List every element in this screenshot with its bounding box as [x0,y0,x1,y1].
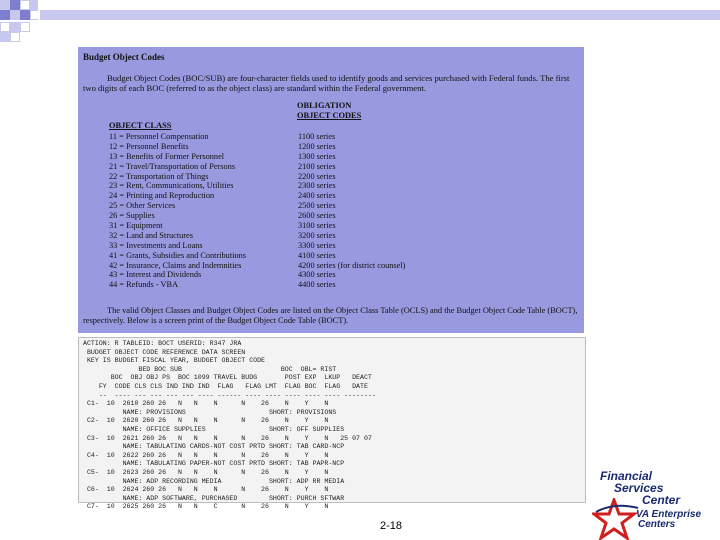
obligation-code: 4400 series [298,280,336,290]
intro-paragraph: Budget Object Codes (BOC/SUB) are four-character fields used to identify goods and services purchased with Federal funds. The first two digits of each BOC (referred to as the object class) are standard within the Federal government. [83,73,570,93]
checker-square [10,0,20,10]
object-class: 26 = Supplies [109,211,155,221]
header-decoration [0,0,720,44]
list-item [109,132,569,142]
panel-title: Budget Object Codes [83,52,165,62]
obligation-header-line2: OBJECT CODES [297,111,362,120]
logo-line1: Financial [600,469,653,483]
screen-line: C1- 10 2610 260 26 N N N N 26 N Y N [83,400,329,408]
obligation-code: 4300 series [298,270,336,280]
obligation-header-line1: OBLIGATION [297,101,352,110]
obligation-code: 1100 series [298,132,336,141]
footer-paragraph: The valid Object Classes and Budget Object Codes are listed on the Object Class Table (OCLS) and the Budget Object Code Table (BOCT), respectively. Below is a screen print of the Budget Object Code Table (BOCT). [83,306,578,325]
checker-square [10,10,20,20]
screen-line: C7- 10 2625 260 26 N N C N 26 N Y N [83,503,329,511]
list-item [109,280,569,290]
object-class: 23 = Rent, Communications, Utilities [109,181,234,191]
obligation-code: 3300 series [298,240,336,250]
list-item [109,231,569,241]
boct-screen-print [78,337,586,511]
object-class: 44 = Refunds - VBA [109,280,179,290]
object-class: 24 = Printing and Reproduction [109,191,215,201]
screen-line: BED BOC SUB BOC OBL= RIST [83,365,337,373]
screen-line: KEY IS BUDGET FISCAL YEAR, BUDGET OBJECT CODE [83,357,266,365]
logo-line2: Services [614,481,664,495]
list-item [109,251,569,261]
checker-square [0,32,10,42]
object-class: 11 = Personnel Compensation [109,132,209,141]
obligation-code: 3200 series [298,230,336,240]
object-class: 13 = Benefits of Former Personnel [109,151,225,161]
obligation-code: 1200 series [298,141,336,151]
divider [38,0,40,44]
divider [0,20,720,22]
object-class: 12 = Personnel Benefits [109,141,189,151]
budget-object-codes-panel [78,47,584,333]
object-class: 21 = Travel/Transportation of Persons [109,161,236,171]
header-band [40,10,720,20]
checker-square [0,22,10,32]
checker-square [0,0,10,10]
object-class-header: OBJECT CLASS [109,121,172,130]
screen-line: C5- 10 2623 260 26 N N N N 26 N Y N [83,469,329,476]
screen-line: NAME: OFFICE SUPPLIES SHORT: OFF SUPPLIES [83,426,345,433]
checker-square [20,22,30,32]
va-enterprise-label [636,510,701,530]
fsc-logo [592,468,720,540]
obligation-code: 1300 series [298,151,336,161]
object-class: 32 = Land and Structures [109,230,193,240]
object-class: 43 = Interest and Dividends [109,270,202,280]
checker-square [20,10,30,20]
screen-line: BUDGET OBJECT CODE REFERENCE DATA SCREEN [83,348,246,356]
obligation-code: 3100 series [298,221,336,231]
checker-square [0,10,10,20]
obligation-code: 2100 series [298,161,336,171]
screen-line: BOC OBJ OBJ PS BOC 1099 TRAVEL BUDG POST EXP LKUP DEACT [83,374,372,382]
screen-line: NAME: ADP RECORDING MEDIA SHORT: ADP RR MEDIA [83,477,345,485]
checker-square [10,32,20,42]
screen-line: NAME: TABULATING CARDS-NOT COST PRTD SHORT: TAB CARD-NCP [83,443,345,451]
obligation-header [297,101,361,121]
list-item [109,181,569,191]
logo-line3: Center [642,493,681,507]
screen-line: FY CODE CLS CLS IND IND IND FLAG FLAG LMT FLAG BOC FLAG DATE [83,383,368,390]
page-number: 2-18 [380,520,403,532]
obligation-code: 2600 series [298,211,336,221]
object-class: 25 = Other Services [109,201,176,211]
object-class: 33 = Investments and Loans [109,240,203,250]
va-line2: Centers [638,519,676,530]
checker-square [20,0,30,10]
screen-line: C2- 10 2620 260 26 N N N N 26 N Y N [83,417,329,425]
object-class: 31 = Equipment [109,221,163,231]
list-item [109,142,569,152]
obligation-code: 4200 series (for district counsel) [298,260,406,270]
list-item [109,241,569,251]
object-class-list [109,132,569,290]
obligation-code: 2300 series [298,181,336,191]
screen-line: NAME: PROVISIONS SHORT: PROVISIONS [83,408,337,416]
list-item [109,270,569,280]
list-item [109,191,569,201]
checker-square [10,22,20,32]
list-item [109,211,569,221]
obligation-code: 2200 series [298,171,336,181]
screen-line: C6- 10 2624 260 26 N N N N 26 N Y N [83,486,329,494]
screen-line: NAME: ADP SOFTWARE, PURCHASED SHORT: PURCH SFTWAR [83,494,345,502]
screen-line: -- ---- --- --- --- --- ---- ------ ---- ---- ---- ---- ---- -------- [83,391,376,399]
list-item [109,201,569,211]
object-class: 41 = Grants, Subsidies and Contributions [109,250,246,260]
list-item [109,152,569,162]
va-line1: VA Enterprise [636,509,702,520]
object-class: 42 = Insurance, Claims and Indemnities [109,260,242,270]
screen-line: NAME: TABULATING PAPER-NOT COST PRTD SHORT: TAB PAPR-NCP [83,460,345,468]
screen-line: C3- 10 2621 260 26 N N N N 26 N Y N 25 07 07 [83,434,372,442]
list-item [109,261,569,271]
obligation-code: 2500 series [298,201,336,211]
star-icon [592,498,642,540]
list-item [109,162,569,172]
object-class: 22 = Transportation of Things [109,171,209,181]
list-item [109,172,569,182]
screen-line: ACTION: R TABLEID: BOCT USERID: R347 JRA [83,340,242,347]
screen-line: C4- 10 2622 260 26 N N N N 26 N Y N [83,451,329,459]
obligation-code: 4100 series [298,250,336,260]
list-item [109,221,569,231]
obligation-code: 2400 series [298,191,336,201]
